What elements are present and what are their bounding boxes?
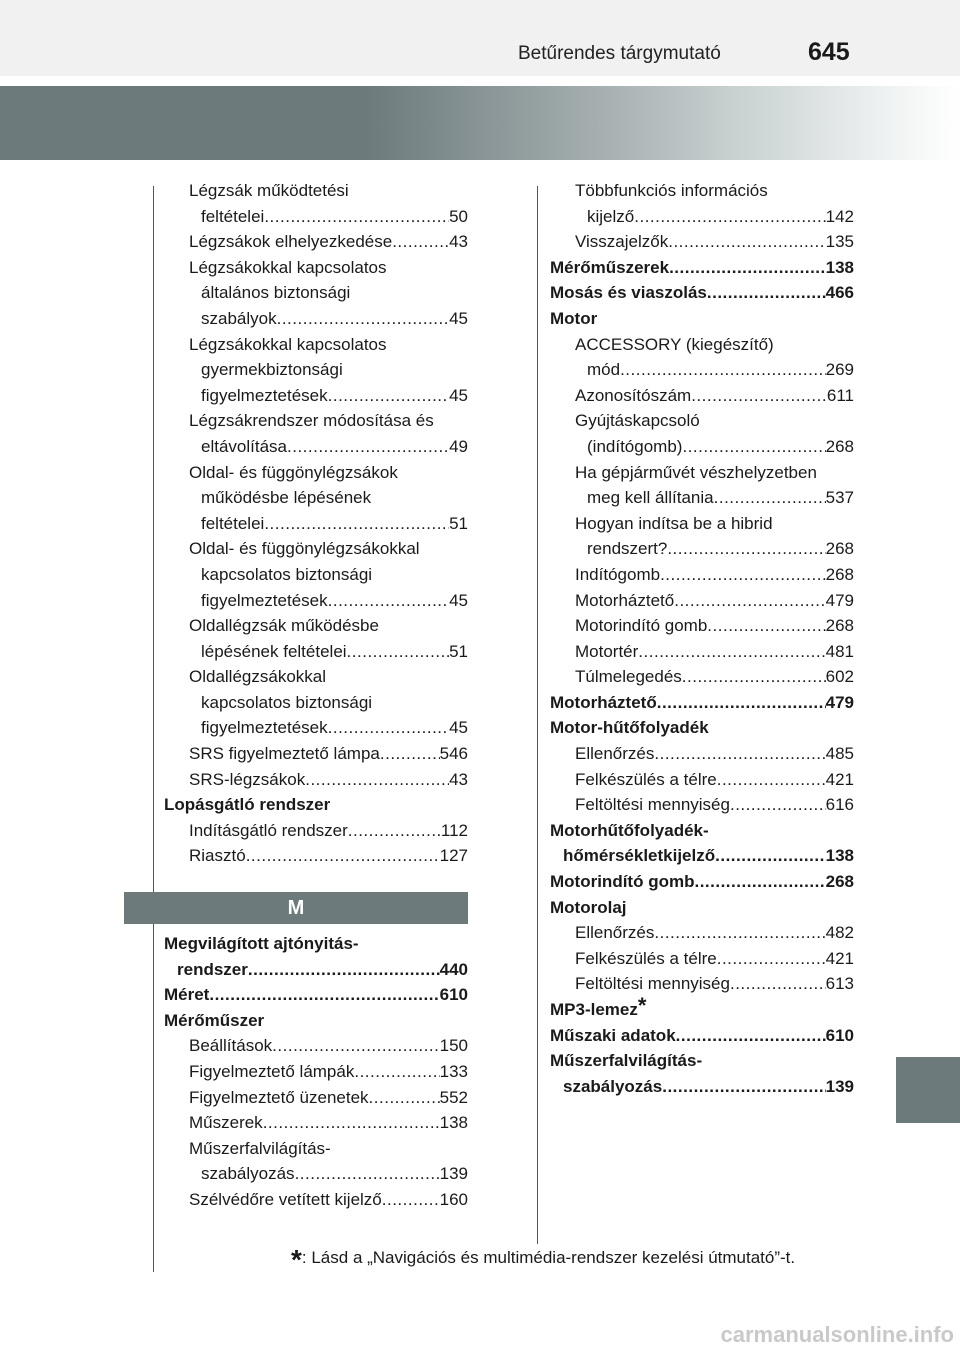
- index-entry-page[interactable]: 268: [825, 616, 854, 636]
- dot-leader: [730, 971, 826, 997]
- index-entry-term: Többfunkciós információs: [575, 181, 768, 200]
- dot-leader: [354, 1059, 439, 1085]
- index-entry: [164, 1033, 468, 1059]
- index-entry: [164, 332, 468, 358]
- index-entry-term: Motor: [550, 308, 598, 328]
- index-entry: [550, 434, 854, 460]
- index-entry-page[interactable]: 537: [825, 488, 854, 508]
- index-entry-page[interactable]: 45: [449, 590, 468, 610]
- dot-leader: [264, 511, 449, 537]
- index-entry-term: kapcsolatos biztonsági: [201, 692, 373, 712]
- dot-leader: [717, 767, 826, 793]
- index-entry-page[interactable]: 479: [825, 692, 854, 712]
- index-entry-page[interactable]: 51: [449, 641, 468, 661]
- dot-leader: [348, 818, 441, 844]
- index-entry: [550, 229, 854, 255]
- index-entry: [164, 1110, 468, 1136]
- index-entry-term: Hogyan indítsa be a hibrid: [575, 513, 773, 533]
- index-entry-term: Gyújtáskapcsoló: [575, 411, 700, 431]
- index-entry-term: meg kell állítania: [587, 488, 714, 508]
- index-entry-term: Figyelmeztető üzenetek: [189, 1087, 369, 1107]
- index-entry: [164, 613, 468, 639]
- index-entry: [550, 588, 854, 614]
- index-entry-term: figyelmeztetések: [201, 718, 328, 738]
- dot-leader: [369, 1085, 440, 1111]
- index-entry-page[interactable]: 602: [825, 667, 854, 687]
- index-entry: [550, 1074, 854, 1100]
- index-entry-page[interactable]: 127: [439, 846, 468, 866]
- dot-leader: [674, 588, 825, 614]
- index-entry-term: rendszert?: [587, 539, 668, 559]
- footnote-text: : Lásd a „Navigációs és multimédia-rendszer kezelési útmutató”-t.: [301, 1248, 796, 1267]
- index-entry: [164, 255, 468, 281]
- index-entry: [550, 536, 854, 562]
- dot-leader: [264, 204, 449, 230]
- index-entry: [550, 767, 854, 793]
- index-entry-term: Motortér: [575, 641, 639, 661]
- dot-leader: [305, 767, 449, 793]
- dot-leader: [660, 562, 826, 588]
- index-entry: [550, 971, 854, 997]
- index-entry-term: hőmérsékletkijelző: [563, 846, 716, 866]
- index-entry-page[interactable]: 133: [439, 1062, 468, 1081]
- dot-leader: [707, 613, 825, 639]
- index-entry-page[interactable]: 552: [439, 1087, 468, 1107]
- dot-leader: [209, 982, 439, 1008]
- dot-leader: [717, 946, 826, 972]
- index-entry-term: feltételei: [201, 206, 265, 226]
- index-entry-page[interactable]: 112: [440, 820, 468, 840]
- dot-leader: [707, 280, 826, 306]
- index-entry-term: Mosás és viaszolás: [550, 283, 707, 303]
- index-entry: [550, 715, 854, 741]
- index-entry-term: Motorhűtőfolyadék-: [550, 820, 709, 840]
- index-entry: MP3-lemez *: [550, 997, 854, 1023]
- index-entry: [164, 741, 468, 767]
- index-entry-term: Figyelmeztető lámpák: [189, 1062, 355, 1081]
- index-entry-term: szabályok: [201, 308, 277, 328]
- index-entry-term: Feltöltési mennyiség: [575, 795, 730, 815]
- index-entry-page[interactable]: 45: [449, 308, 468, 328]
- index-entry-page[interactable]: 613: [825, 974, 854, 994]
- dot-leader: [694, 869, 825, 895]
- index-entry-page[interactable]: 138: [439, 1113, 468, 1133]
- dot-leader: [668, 229, 825, 255]
- index-entry-page[interactable]: 481: [825, 641, 854, 661]
- index-entry-term: Motorolaj: [550, 897, 627, 917]
- index-entry-page[interactable]: 466: [825, 283, 854, 303]
- index-entry-page[interactable]: 139: [825, 1076, 854, 1096]
- index-entry: [550, 280, 854, 306]
- dot-leader: [382, 1187, 440, 1213]
- dot-leader: [328, 383, 449, 409]
- index-entry-term: Légzsákrendszer módosítása és: [189, 411, 434, 431]
- index-entry-term: (indítógomb): [587, 436, 683, 456]
- index-entry: [164, 818, 468, 844]
- index-entry: [164, 1161, 468, 1187]
- index-entry-term: szabályozás: [563, 1076, 663, 1096]
- index-entry: [164, 536, 468, 562]
- index-entry-term: Motor-hűtőfolyadék: [550, 718, 709, 738]
- dot-leader: [347, 639, 450, 665]
- index-entry: [550, 511, 854, 537]
- watermark: carmanualsonline.info: [720, 1322, 954, 1347]
- dot-leader: [669, 255, 826, 281]
- column-divider-middle: [537, 186, 538, 1244]
- index-entry: [164, 408, 468, 434]
- index-entry: [164, 1136, 468, 1162]
- index-entry: [164, 957, 468, 983]
- index-entry-term: Felkészülés a télre: [575, 948, 717, 968]
- dot-leader: [676, 1023, 826, 1049]
- index-entry: [550, 408, 854, 434]
- index-entry-page[interactable]: 51: [449, 513, 468, 533]
- index-entry-term: figyelmeztetések: [201, 385, 328, 405]
- dot-leader: [730, 792, 826, 818]
- index-entry-term: SRS-légzsákok: [189, 769, 306, 789]
- index-entry-term: Visszajelzők: [575, 232, 669, 252]
- index-entry: [550, 204, 854, 230]
- dot-leader: [634, 204, 825, 230]
- index-entry-term: Oldal- és függönylégzsákokkal: [189, 539, 420, 559]
- index-entry-page[interactable]: 139: [439, 1164, 468, 1184]
- index-entry: [164, 690, 468, 716]
- index-entry-term: Szélvédőre vetített kijelző: [189, 1189, 382, 1209]
- dot-leader: [328, 588, 449, 614]
- dot-leader: [691, 383, 827, 409]
- index-entry-term: szabályozás: [201, 1164, 295, 1184]
- index-entry-term: mód: [587, 360, 621, 380]
- index-entry-term: Ellenőrzés: [575, 923, 655, 943]
- dot-leader: [287, 434, 449, 460]
- index-entry-term: figyelmeztetések: [201, 590, 328, 610]
- index-entry-term: kijelző: [587, 206, 635, 226]
- dot-leader: [714, 485, 826, 511]
- index-entry-term: rendszer: [177, 959, 248, 979]
- index-entry-term: általános biztonsági: [201, 283, 351, 303]
- index-entry-term: Ha gépjárművét vészhelyzetben: [575, 462, 817, 482]
- index-entry: [164, 280, 468, 306]
- index-entry: [550, 946, 854, 972]
- index-entry: [164, 306, 468, 332]
- index-entry-term: Feltöltési mennyiség: [575, 974, 730, 994]
- index-entry-term: Méret: [164, 985, 210, 1005]
- section-title: Betűrendes tárgymutató: [518, 43, 721, 64]
- index-entry: [550, 741, 854, 767]
- dot-leader: [272, 1033, 439, 1059]
- index-entry-term: Műszerek: [189, 1113, 263, 1133]
- index-entry: [164, 843, 468, 869]
- section-letter-bar: M: [124, 892, 468, 924]
- index-entry-page[interactable]: 610: [825, 1025, 854, 1045]
- index-entry-term: eltávolítása: [201, 436, 287, 456]
- index-entry: [164, 357, 468, 383]
- index-entry: [550, 357, 854, 383]
- index-entry-term: Mérőműszer: [164, 1010, 265, 1030]
- index-entry-term: Motorháztető: [550, 692, 657, 712]
- index-column-1: [164, 178, 468, 1213]
- index-entry-page[interactable]: 142: [825, 206, 854, 226]
- index-entry: [550, 1048, 854, 1074]
- index-entry-page[interactable]: 485: [825, 744, 854, 764]
- index-entry-term: kapcsolatos biztonsági: [201, 564, 373, 584]
- index-entry-page[interactable]: 49: [449, 436, 468, 456]
- index-entry: [550, 332, 854, 358]
- header-banner: [0, 86, 960, 160]
- index-entry-page[interactable]: 135: [825, 232, 854, 252]
- index-entry-term: Motorindító gomb: [550, 872, 695, 892]
- index-list-top: [164, 178, 468, 869]
- index-entry-term: Műszerfalvilágítás-: [550, 1051, 703, 1071]
- index-entry: [164, 1059, 468, 1085]
- index-entry: [550, 818, 854, 844]
- dot-leader: [328, 715, 449, 741]
- index-entry-page[interactable]: 268: [825, 872, 854, 892]
- index-entry: [164, 460, 468, 486]
- index-entry: [164, 931, 468, 957]
- index-entry-term: Ellenőrzés: [575, 744, 655, 764]
- index-entry: [164, 229, 468, 255]
- index-entry: [550, 690, 854, 716]
- dot-leader: [295, 1161, 440, 1187]
- index-entry-term: Megvilágított ajtónyitás-: [164, 934, 359, 954]
- index-list-bottom: [164, 931, 468, 1213]
- index-entry: [164, 204, 468, 230]
- index-entry-term: Túlmelegedés: [575, 667, 682, 687]
- index-entry: [164, 664, 468, 690]
- index-list-right: [550, 178, 854, 1099]
- index-entry: [550, 664, 854, 690]
- index-entry-page[interactable]: 610: [439, 985, 468, 1005]
- index-column-2: [550, 178, 854, 1099]
- dot-leader: [638, 639, 825, 665]
- dot-leader: [620, 357, 826, 383]
- index-entry-page[interactable]: 616: [825, 795, 854, 815]
- index-entry-term: Lopásgátló rendszer: [164, 795, 331, 815]
- index-entry-term: SRS figyelmeztető lámpa: [189, 744, 380, 764]
- dot-leader: [248, 957, 440, 983]
- index-entry-term: ACCESSORY (kiegészítő): [575, 334, 774, 354]
- index-entry: [550, 562, 854, 588]
- index-entry: [164, 588, 468, 614]
- index-entry-page[interactable]: 546: [439, 744, 468, 764]
- index-entry: [550, 460, 854, 486]
- index-entry-term: Műszaki adatok: [550, 1025, 676, 1045]
- dot-leader: [380, 741, 440, 767]
- dot-leader: [654, 920, 825, 946]
- dot-leader: [277, 306, 449, 332]
- index-entry-term: Riasztó: [189, 846, 246, 866]
- index-entry: [164, 1008, 468, 1034]
- index-entry: [164, 434, 468, 460]
- index-entry: [164, 1187, 468, 1213]
- index-entry: [550, 895, 854, 921]
- index-entry-page[interactable]: 150: [439, 1036, 468, 1056]
- index-entry-term: Mérőműszerek: [550, 257, 670, 277]
- index-entry-term: Motorháztető: [575, 590, 675, 610]
- index-entry-page[interactable]: 269: [825, 360, 854, 380]
- index-entry: [550, 485, 854, 511]
- index-entry-page[interactable]: 479: [825, 590, 854, 610]
- index-entry: [550, 178, 854, 204]
- dot-leader: [662, 1074, 825, 1100]
- index-entry: [164, 178, 468, 204]
- index-entry-term: működésbe lépésének: [201, 488, 372, 508]
- footnote: [291, 1238, 796, 1275]
- index-entry-term: Oldallégzsákokkal: [189, 667, 327, 687]
- dot-leader: [263, 1110, 440, 1136]
- footnote-asterisk: *: [291, 1244, 302, 1275]
- index-entry: [550, 869, 854, 895]
- index-entry-page[interactable]: 268: [825, 564, 854, 584]
- index-entry: [164, 511, 468, 537]
- index-entry: [164, 715, 468, 741]
- index-entry-term: Beállítások: [189, 1036, 273, 1056]
- index-entry: [550, 792, 854, 818]
- column-divider-left: [153, 186, 154, 1272]
- index-entry-term: Légzsákokkal kapcsolatos: [189, 334, 387, 354]
- index-entry-page[interactable]: 440: [439, 959, 468, 979]
- index-entry: [550, 639, 854, 665]
- index-entry: [164, 1085, 468, 1111]
- index-entry-term: Oldallégzsák működésbe: [189, 616, 379, 636]
- index-entry-page[interactable]: 138: [825, 846, 854, 866]
- index-entry: [550, 255, 854, 281]
- index-entry-term: Légzsákok elhelyezkedése: [189, 232, 393, 252]
- index-entry-term: Légzsákokkal kapcsolatos: [189, 257, 387, 277]
- index-entry-page[interactable]: 45: [449, 385, 468, 405]
- index-entry-term: Indításgátló rendszer: [189, 820, 348, 840]
- index-entry-page[interactable]: 138: [825, 257, 854, 277]
- index-entry: [550, 613, 854, 639]
- page-number: 645: [808, 38, 850, 66]
- index-entry: [164, 562, 468, 588]
- index-entry: [550, 1023, 854, 1049]
- index-entry-term: MP3-lemez: [550, 1000, 638, 1019]
- index-entry: [164, 485, 468, 511]
- index-entry-term: Azonosítószám: [575, 385, 692, 405]
- dot-leader: [667, 536, 825, 562]
- index-entry: [550, 306, 854, 332]
- index-entry-page[interactable]: 45: [449, 718, 468, 738]
- index-entry-term: Légzsák működtetési: [189, 181, 349, 200]
- index-entry-page[interactable]: 160: [439, 1189, 468, 1209]
- index-entry-page[interactable]: 50: [449, 206, 468, 226]
- index-entry-page[interactable]: 43: [449, 232, 468, 252]
- dot-leader: [246, 843, 440, 869]
- dot-leader: [657, 690, 826, 716]
- index-entry: [550, 920, 854, 946]
- index-entry: [164, 639, 468, 665]
- dot-leader: [715, 843, 826, 869]
- index-entry-term: feltételei: [201, 513, 265, 533]
- index-entry-page[interactable]: 421: [825, 769, 854, 789]
- index-entry-page[interactable]: 268: [825, 436, 854, 456]
- index-entry-term: gyermekbiztonsági: [201, 360, 343, 380]
- index-entry: [550, 383, 854, 409]
- index-entry: [164, 982, 468, 1008]
- index-entry-term: Műszerfalvilágítás-: [189, 1138, 331, 1158]
- index-entry-page[interactable]: 421: [825, 948, 854, 968]
- index-entry: [164, 383, 468, 409]
- chapter-thumb-tab[interactable]: [896, 1057, 960, 1123]
- index-entry-term: Felkészülés a télre: [575, 769, 717, 789]
- index-entry-page[interactable]: 43: [449, 769, 468, 789]
- index-entry-term: lépésének feltételei: [201, 641, 347, 661]
- index-entry-term: Motorindító gomb: [575, 616, 708, 636]
- index-entry-page[interactable]: 611: [826, 385, 854, 405]
- index-entry-page[interactable]: 482: [825, 923, 854, 943]
- dot-leader: [392, 229, 449, 255]
- dot-leader: [654, 741, 825, 767]
- index-entry: [164, 792, 468, 818]
- index-entry: [550, 843, 854, 869]
- index-entry-page[interactable]: 268: [825, 539, 854, 559]
- dot-leader: [682, 664, 826, 690]
- index-entry-term: Indítógomb: [575, 564, 661, 584]
- dot-leader: [682, 434, 825, 460]
- index-entry-term: Oldal- és függönylégzsákok: [189, 462, 398, 482]
- index-entry: [164, 767, 468, 793]
